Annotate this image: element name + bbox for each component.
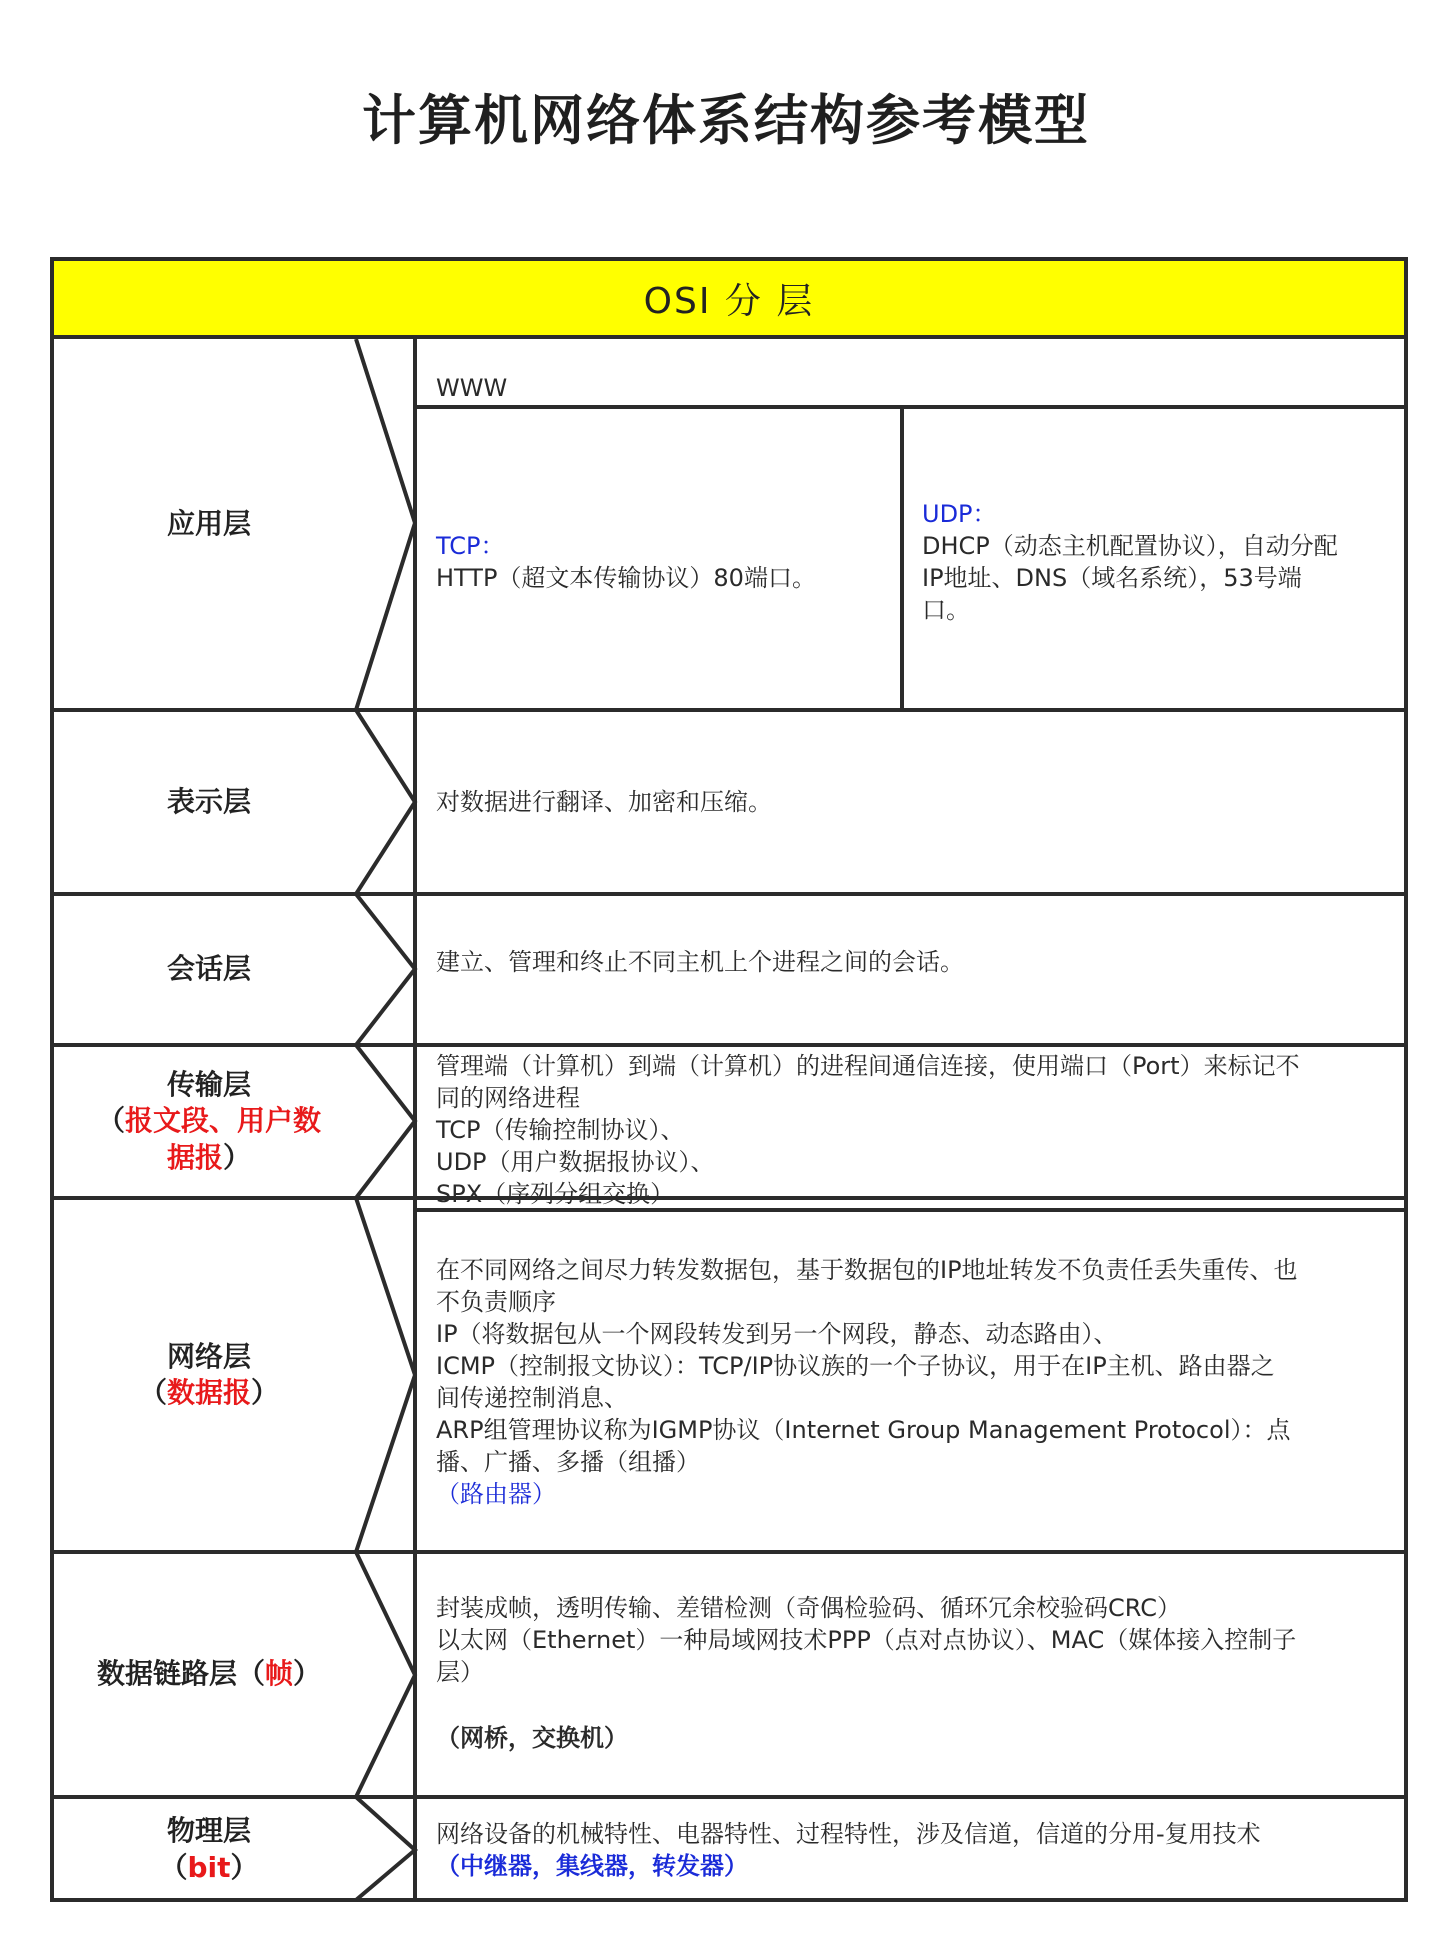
datalink-device: （网桥，交换机） — [436, 1724, 628, 1752]
layer-physical — [54, 1797, 364, 1902]
page-title: 计算机网络体系结构参考模型 — [362, 89, 1090, 152]
layer-name: 会话层 — [166, 952, 251, 986]
layer-session — [54, 894, 364, 1045]
layer-name: 网络层 — [166, 1339, 251, 1373]
desc-line: 层） — [436, 1658, 484, 1686]
layer-unit: 据报） — [166, 1140, 252, 1174]
layer-unit: （报文段、用户数 — [96, 1104, 322, 1138]
tcp-text: HTTP（超文本传输协议）80端口。 — [436, 564, 816, 592]
desc-line: SPX（序列分组交换） — [436, 1180, 675, 1208]
layer-name: 应用层 — [166, 507, 251, 541]
unit-text: 据报 — [166, 1140, 223, 1174]
desc-line: UDP（用户数据报协议）、 — [436, 1148, 715, 1176]
osi-header: OSI 分 层 — [50, 257, 1408, 339]
desc-line: 间传递控制消息、 — [436, 1384, 628, 1412]
layer-name: 传输层 — [166, 1067, 251, 1101]
physical-desc — [436, 1818, 1261, 1882]
unit-text: 报文段、用户数 — [125, 1104, 322, 1138]
layer-network — [54, 1198, 364, 1552]
arrow-dl — [356, 1552, 415, 1797]
layer-unit: （数据报） — [138, 1376, 280, 1409]
udp-label: UDP： — [922, 500, 997, 528]
unit-text: 数据报 — [166, 1376, 251, 1409]
layer-datalink — [54, 1552, 364, 1797]
arrow-app — [356, 339, 415, 710]
layer-application — [54, 339, 364, 710]
udp-line: 口。 — [922, 596, 970, 624]
app-www: WWW — [436, 374, 508, 402]
unit-text: bit — [187, 1850, 231, 1884]
desc-line: 不负责顺序 — [436, 1288, 556, 1316]
arrow-net — [356, 1198, 415, 1552]
desc-line: 封装成帧，透明传输、差错检测（奇偶检验码、循环冗余校验码CRC） — [436, 1594, 1181, 1622]
tcp-label: TCP： — [436, 532, 505, 560]
desc-line: 管理端（计算机）到端（计算机）的进程间通信连接，使用端口（Port）来标记不 — [436, 1052, 1300, 1080]
layer-name: 物理层 — [166, 1814, 251, 1848]
udp-line: DHCP（动态主机配置协议），自动分配 — [922, 532, 1338, 560]
arrow-phys — [356, 1797, 415, 1900]
arrow-sess — [356, 894, 415, 1045]
app-tcp — [436, 530, 816, 594]
layer-name: 表示层 — [166, 784, 251, 818]
desc-line: 网络设备的机械特性、电器特性、过程特性，涉及信道，信道的分用-复用技术 — [436, 1820, 1261, 1848]
layer-transport — [54, 1045, 364, 1198]
app-udp — [922, 498, 1338, 626]
layer-presentation — [54, 710, 364, 894]
desc-line: 播、广播、多播（组播） — [436, 1448, 700, 1476]
desc-line: ICMP（控制报文协议）：TCP/IP协议族的一个子协议，用于在IP主机、路由器之 — [436, 1352, 1275, 1380]
device-text: （路由器） — [436, 1480, 556, 1508]
arrow-trans — [356, 1045, 415, 1198]
desc-line: 以太网（Ethernet）一种局域网技术PPP（点对点协议）、MAC（媒体接入控制子 — [436, 1626, 1297, 1654]
desc-line: IP（将数据包从一个网段转发到另一个网段，静态、动态路由）、 — [436, 1320, 1118, 1348]
desc-line: 在不同网络之间尽力转发数据包，基于数据包的IP地址转发不负责任丢失重传、也 — [436, 1256, 1298, 1284]
desc-line: 同的网络进程 — [436, 1084, 580, 1112]
layer-name-row: 数据链路层（帧） — [96, 1657, 322, 1691]
network-desc — [436, 1254, 1298, 1510]
transport-desc — [436, 1050, 1300, 1210]
arrow-pres — [356, 710, 415, 894]
desc-line: TCP（传输控制协议）、 — [436, 1116, 685, 1144]
unit-text: 帧 — [265, 1657, 294, 1691]
layer-unit: （bit） — [159, 1850, 259, 1884]
presentation-text: 对数据进行翻译、加密和压缩。 — [436, 788, 772, 816]
layer-name: 数据链路层 — [96, 1657, 237, 1691]
device-text: （中继器，集线器，转发器） — [436, 1852, 748, 1880]
desc-line: ARP组管理协议称为IGMP协议（Internet Group Management Protocol）：点 — [436, 1416, 1291, 1444]
datalink-desc — [436, 1592, 1296, 1688]
session-text: 建立、管理和终止不同主机上个进程之间的会话。 — [436, 948, 964, 976]
udp-line: IP地址、DNS（域名系统），53号端 — [922, 564, 1302, 592]
